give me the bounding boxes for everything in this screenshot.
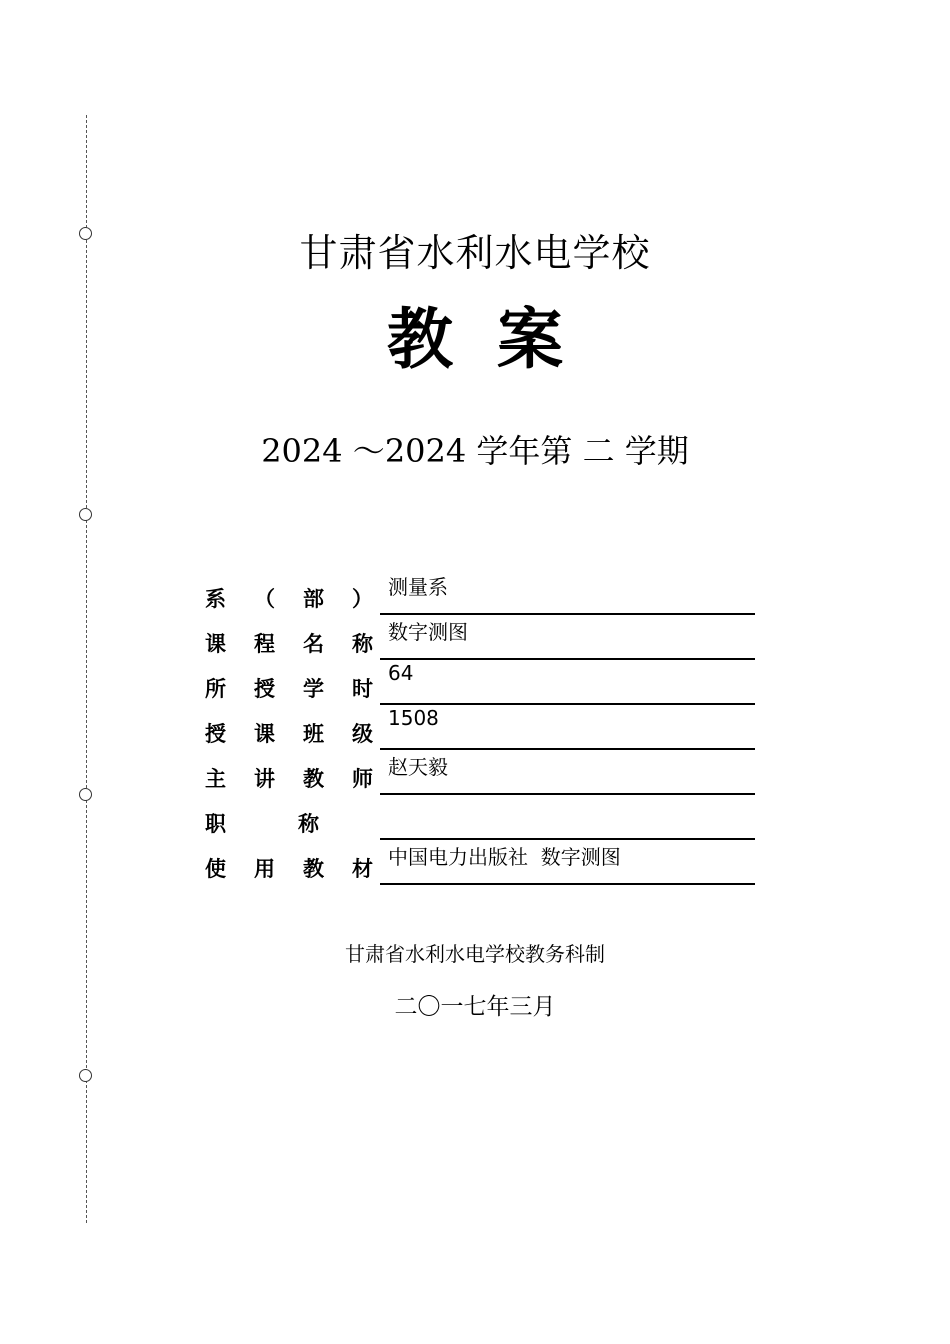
class-value: 1508 [388, 706, 439, 730]
term-start-year: 2024 [261, 432, 343, 470]
info-label: 系 （ 部 ） [205, 587, 373, 611]
info-row-teacher [205, 750, 755, 795]
school-title: 甘肃省水利水电学校 [299, 231, 651, 275]
term-number: 二 [582, 432, 615, 470]
binding-hole-icon [79, 788, 92, 801]
department-value: 测量系 [388, 575, 448, 599]
issue-date: 二〇一七年三月 [394, 994, 556, 1020]
hours-value: 64 [388, 661, 414, 685]
info-label: 使 用 教 材 [205, 857, 373, 881]
info-row-title [205, 795, 755, 840]
info-label: 主 讲 教 师 [205, 767, 373, 791]
binding-dashed-line [86, 115, 87, 1223]
info-value-field [380, 614, 755, 660]
term-separator: ～ [352, 432, 385, 470]
info-label: 授 课 班 级 [205, 722, 373, 746]
info-value-field [380, 569, 755, 615]
info-label: 课 程 名 称 [205, 632, 373, 656]
info-row-textbook [205, 840, 755, 885]
binding-hole-icon [79, 508, 92, 521]
binding-hole-icon [79, 1069, 92, 1082]
term-end-year: 2024 [384, 432, 467, 470]
course-name-value: 数字测图 [388, 620, 468, 644]
term-suffix: 学期 [624, 432, 689, 470]
teacher-value: 赵天毅 [388, 755, 448, 779]
issuing-office: 甘肃省水利水电学校教务科制 [345, 942, 605, 966]
info-row-class [205, 705, 755, 750]
info-value-field [380, 794, 755, 840]
term-prefix: 学年第 [476, 432, 573, 470]
info-label: 所 授 学 时 [205, 677, 373, 701]
info-value-field [380, 839, 755, 885]
document-title: 教案 [387, 300, 607, 378]
info-value-field [380, 704, 755, 750]
info-label: 职 称 [205, 812, 319, 836]
course-info-table [205, 570, 755, 885]
info-value-field [380, 659, 755, 705]
info-row-course-name [205, 615, 755, 660]
info-row-hours [205, 660, 755, 705]
semester-line [0, 426, 950, 472]
info-value-field [380, 749, 755, 795]
info-row-department [205, 570, 755, 615]
textbook-value: 中国电力出版社 数字测图 [388, 845, 621, 869]
